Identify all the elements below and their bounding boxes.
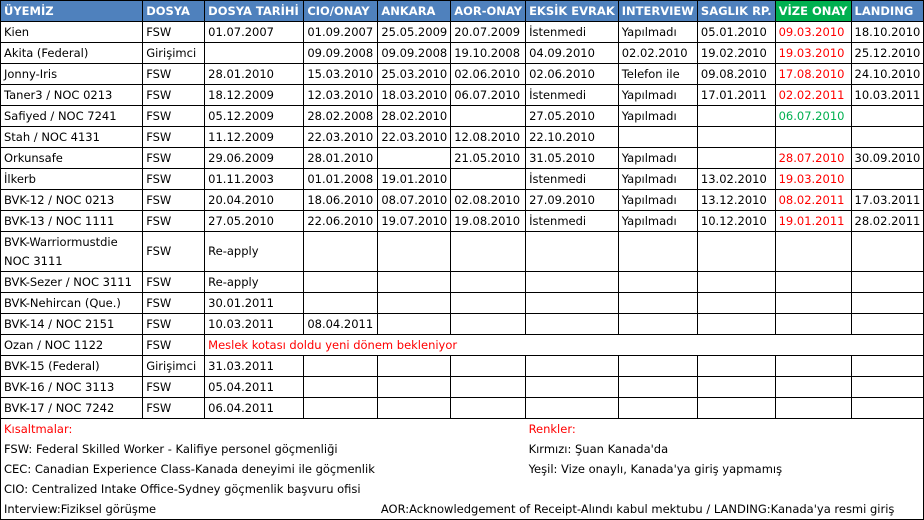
cell-visa-approval[interactable] [775, 398, 851, 419]
cell-interview[interactable]: Yapılmadı [618, 85, 697, 106]
cell-ankara[interactable]: 25.03.2010 [378, 64, 451, 85]
header-uyemiz[interactable]: ÜYEMİZ [1, 1, 143, 22]
legend-row [1, 459, 924, 479]
legend-row [1, 499, 924, 520]
cell-interview[interactable]: Yapılmadı [618, 211, 697, 232]
cell-landing[interactable]: 10.03.2011 [851, 85, 924, 106]
cell-health-report[interactable] [697, 148, 775, 169]
cell-member[interactable]: BVK-Warriormustdie NOC 3111 [1, 232, 143, 272]
cell-aor-approval[interactable]: 20.07.2009 [451, 22, 526, 43]
cell-health-report[interactable]: 05.01.2010 [697, 22, 775, 43]
cell-file-type[interactable]: FSW [143, 148, 205, 169]
cell-file-date[interactable]: 29.06.2009 [205, 148, 304, 169]
legend-cio[interactable]: CIO: Centralized Intake Office-Sydney göçmenlik başvuru ofisi [1, 479, 924, 499]
cell-health-report[interactable]: 19.02.2010 [697, 43, 775, 64]
table-row [1, 272, 924, 293]
cell-missing-docs[interactable]: İstenmedi [526, 211, 619, 232]
cell-member[interactable]: BVK-15 (Federal) [1, 356, 143, 377]
cell-file-type[interactable]: Girişimci [143, 356, 205, 377]
cell-health-report[interactable] [697, 398, 775, 419]
cell-health-report[interactable] [697, 127, 775, 148]
cell-health-report[interactable]: 09.08.2010 [697, 64, 775, 85]
cell-visa-approval[interactable]: 02.02.2011 [775, 85, 851, 106]
cell-ankara[interactable]: 28.02.2010 [378, 106, 451, 127]
table-row [1, 85, 924, 106]
cell-aor-approval[interactable]: 06.07.2010 [451, 85, 526, 106]
cell-missing-docs[interactable] [526, 314, 619, 335]
cell-aor-approval[interactable]: 19.10.2008 [451, 43, 526, 64]
cell-file-type[interactable]: FSW [143, 106, 205, 127]
cell-aor-approval[interactable] [451, 106, 526, 127]
cell-cio-approval[interactable]: 08.04.2011 [304, 314, 378, 335]
legend-colors-title[interactable]: Renkler: [526, 419, 924, 440]
cell-cio-approval[interactable]: 18.06.2010 [304, 190, 378, 211]
cell-landing[interactable]: 18.10.2010 [851, 22, 924, 43]
cell-ankara[interactable]: 09.09.2008 [378, 43, 451, 64]
legend-abbr-title[interactable]: Kısaltmalar: [1, 419, 378, 440]
cell-missing-docs[interactable]: 04.09.2010 [526, 43, 619, 64]
legend [1, 419, 924, 520]
header-cio-onay[interactable]: CIO/ONAY [304, 1, 378, 22]
cell-file-date[interactable]: Re-apply [205, 232, 304, 272]
cell-aor-approval[interactable]: 19.08.2010 [451, 211, 526, 232]
cell-visa-approval[interactable] [775, 377, 851, 398]
table-row [1, 190, 924, 211]
cell-missing-docs[interactable] [526, 293, 619, 314]
cell-cio-approval[interactable]: 22.03.2010 [304, 127, 378, 148]
cell-aor-approval[interactable]: 21.05.2010 [451, 148, 526, 169]
table-row [1, 293, 924, 314]
cell-member[interactable]: Taner3 / NOC 0213 [1, 85, 143, 106]
cell-missing-docs[interactable]: 22.10.2010 [526, 127, 619, 148]
cell-file-type[interactable]: FSW [143, 398, 205, 419]
cell-file-type[interactable]: FSW [143, 272, 205, 293]
cell-health-report[interactable] [697, 272, 775, 293]
cell-visa-approval[interactable] [775, 314, 851, 335]
cell-ankara[interactable] [378, 398, 451, 419]
cell-file-date[interactable]: 11.12.2009 [205, 127, 304, 148]
cell-file-date[interactable]: 31.03.2011 [205, 356, 304, 377]
cell-ankara[interactable] [378, 356, 451, 377]
cell-file-date[interactable] [205, 43, 304, 64]
legend-red-note[interactable]: Kırmızı: Şuan Kanada'da [526, 439, 924, 459]
cell-missing-docs[interactable]: İstenmedi [526, 169, 619, 190]
header-dosya-tarihi[interactable]: DOSYA TARİHİ [205, 1, 304, 22]
cell-landing[interactable] [851, 127, 924, 148]
cell-ankara[interactable]: 19.07.2010 [378, 211, 451, 232]
cell-member[interactable]: BVK-16 / NOC 3113 [1, 377, 143, 398]
cell-visa-approval[interactable]: 19.01.2011 [775, 211, 851, 232]
cell-visa-approval[interactable] [775, 272, 851, 293]
cell-landing[interactable] [851, 377, 924, 398]
cell-aor-approval[interactable] [451, 398, 526, 419]
table-row [1, 22, 924, 43]
cell-file-date[interactable]: 05.12.2009 [205, 106, 304, 127]
cell-missing-docs[interactable]: 31.05.2010 [526, 148, 619, 169]
cell-interview[interactable] [618, 398, 697, 419]
cell-interview[interactable] [618, 272, 697, 293]
cell-visa-approval[interactable]: 19.03.2010 [775, 169, 851, 190]
header-row [1, 1, 924, 22]
cell-visa-approval[interactable] [775, 232, 851, 272]
cell-aor-approval[interactable] [451, 314, 526, 335]
cell-cio-approval[interactable]: 09.09.2008 [304, 43, 378, 64]
header-eksik-evrak[interactable]: EKSİK EVRAK [526, 1, 619, 22]
cell-member[interactable]: Ozan / NOC 1122 [1, 335, 143, 356]
cell-cio-approval[interactable]: 28.02.2008 [304, 106, 378, 127]
cell-missing-docs[interactable]: İstenmedi [526, 22, 619, 43]
cell-interview[interactable]: Yapılmadı [618, 169, 697, 190]
table-row [1, 211, 924, 232]
legend-aor[interactable]: AOR:Acknowledgement of Receipt-Alındı kabul mektubu / LANDING:Kanada'ya resmi giriş [378, 499, 924, 520]
cell-cio-approval[interactable] [304, 272, 378, 293]
cell-file-type[interactable]: FSW [143, 22, 205, 43]
cell-landing[interactable]: 28.02.2011 [851, 211, 924, 232]
cell-aor-approval[interactable] [451, 377, 526, 398]
header-interview[interactable]: INTERVIEW [618, 1, 697, 22]
cell-file-date[interactable]: 20.04.2010 [205, 190, 304, 211]
cell-interview[interactable]: Yapılmadı [618, 190, 697, 211]
cell-missing-docs[interactable]: 27.09.2010 [526, 190, 619, 211]
cell-file-date[interactable]: 06.04.2011 [205, 398, 304, 419]
cell-cio-approval[interactable]: 15.03.2010 [304, 64, 378, 85]
cell-member[interactable]: BVK-17 / NOC 7242 [1, 398, 143, 419]
cell-landing[interactable] [851, 293, 924, 314]
legend-cec[interactable]: CEC: Canadian Experience Class-Kanada deneyimi ile göçmenlik [1, 459, 378, 479]
cell-file-type[interactable]: FSW [143, 314, 205, 335]
cell-landing[interactable] [851, 106, 924, 127]
header-ankara[interactable]: ANKARA [378, 1, 451, 22]
cell-health-report[interactable] [697, 232, 775, 272]
table-row [1, 64, 924, 85]
cell-interview[interactable]: Yapılmadı [618, 148, 697, 169]
cell-member[interactable]: BVK-13 / NOC 1111 [1, 211, 143, 232]
cell-visa-approval[interactable] [775, 356, 851, 377]
cell-file-date[interactable]: 05.04.2011 [205, 377, 304, 398]
cell-ankara[interactable] [378, 377, 451, 398]
cell-visa-approval[interactable]: 19.03.2010 [775, 43, 851, 64]
cell-health-report[interactable]: 17.01.2011 [697, 85, 775, 106]
cell-file-date[interactable]: 18.12.2009 [205, 85, 304, 106]
cell-cio-approval[interactable]: 28.01.2010 [304, 148, 378, 169]
cell-visa-approval[interactable]: 28.07.2010 [775, 148, 851, 169]
table-row [1, 377, 924, 398]
cell-landing[interactable]: 25.12.2010 [851, 43, 924, 64]
cell-ankara[interactable] [378, 272, 451, 293]
cell-ankara[interactable]: 18.03.2010 [378, 85, 451, 106]
cell-interview[interactable] [618, 314, 697, 335]
cell-aor-approval[interactable] [451, 169, 526, 190]
cell-health-report[interactable] [697, 377, 775, 398]
cell-ankara[interactable] [378, 148, 451, 169]
cell-file-type[interactable]: FSW [143, 127, 205, 148]
cell-cio-approval[interactable] [304, 377, 378, 398]
cell-aor-approval[interactable] [451, 293, 526, 314]
cell-aor-approval[interactable] [451, 272, 526, 293]
cell-member[interactable]: Kien [1, 22, 143, 43]
cell-cio-approval[interactable] [304, 398, 378, 419]
cell-cio-approval[interactable]: 12.03.2010 [304, 85, 378, 106]
cell-member[interactable]: Orkunsafe [1, 148, 143, 169]
cell-health-report[interactable]: 10.12.2010 [697, 211, 775, 232]
cell-aor-approval[interactable] [451, 232, 526, 272]
cell-landing[interactable] [851, 398, 924, 419]
legend-fsw[interactable]: FSW: Federal Skilled Worker - Kalifiye personel göçmenliği [1, 439, 378, 459]
cell-interview[interactable] [618, 127, 697, 148]
cell-interview[interactable] [618, 232, 697, 272]
cell-missing-docs[interactable] [526, 272, 619, 293]
cell-missing-docs[interactable] [526, 398, 619, 419]
cell-file-type[interactable]: FSW [143, 64, 205, 85]
cell-file-type[interactable]: FSW [143, 335, 205, 356]
cell-cio-approval[interactable] [304, 232, 378, 272]
cell-file-date[interactable]: 10.03.2011 [205, 314, 304, 335]
cell-file-type[interactable]: FSW [143, 293, 205, 314]
legend-row [1, 479, 924, 499]
table-row [1, 127, 924, 148]
cell-member[interactable]: BVK-14 / NOC 2151 [1, 314, 143, 335]
legend-interview[interactable]: Interview:Fiziksel görüşme [1, 499, 205, 520]
cell-interview[interactable]: Yapılmadı [618, 106, 697, 127]
cell-file-date[interactable]: 28.01.2010 [205, 64, 304, 85]
cell-visa-approval[interactable]: 06.07.2010 [775, 106, 851, 127]
cell-landing[interactable] [851, 272, 924, 293]
cell-landing[interactable]: 30.09.2010 [851, 148, 924, 169]
cell-health-report[interactable]: 13.02.2010 [697, 169, 775, 190]
cell-file-type[interactable]: FSW [143, 190, 205, 211]
cell-cio-approval[interactable] [304, 356, 378, 377]
cell-member[interactable]: İlkerb [1, 169, 143, 190]
cell-visa-approval[interactable]: 09.03.2010 [775, 22, 851, 43]
cell-missing-docs[interactable]: 27.05.2010 [526, 106, 619, 127]
cell-file-date[interactable]: Meslek kotası doldu yeni dönem bekleniyor [205, 335, 924, 356]
cell-landing[interactable] [851, 356, 924, 377]
cell-health-report[interactable] [697, 314, 775, 335]
table-row [1, 43, 924, 64]
cell-file-date[interactable]: 30.01.2011 [205, 293, 304, 314]
cell-interview[interactable] [618, 356, 697, 377]
cell-ankara[interactable]: 19.01.2010 [378, 169, 451, 190]
cell-missing-docs[interactable]: İstenmedi [526, 85, 619, 106]
cell-member[interactable]: BVK-12 / NOC 0213 [1, 190, 143, 211]
header-aor-onay[interactable]: AOR-ONAY [451, 1, 526, 22]
cell-file-date[interactable]: 27.05.2010 [205, 211, 304, 232]
header-dosya[interactable]: DOSYA [143, 1, 205, 22]
cell-file-type[interactable]: FSW [143, 211, 205, 232]
table-row [1, 356, 924, 377]
legend-row [1, 439, 924, 459]
table-row [1, 169, 924, 190]
cell-cio-approval[interactable] [304, 293, 378, 314]
data-rows [1, 22, 924, 419]
cell-ankara[interactable] [378, 293, 451, 314]
cell-file-type[interactable]: FSW [143, 232, 205, 272]
cell-interview[interactable]: Telefon ile [618, 64, 697, 85]
table-row [1, 232, 924, 272]
cell-health-report[interactable] [697, 293, 775, 314]
table-row [1, 398, 924, 419]
table-row [1, 106, 924, 127]
cell-member[interactable]: BVK-Sezer / NOC 3111 [1, 272, 143, 293]
cell-file-date[interactable]: 01.11.2003 [205, 169, 304, 190]
cell-file-type[interactable]: Girişimci [143, 43, 205, 64]
cell-interview[interactable] [618, 293, 697, 314]
cell-file-type[interactable]: FSW [143, 169, 205, 190]
cell-visa-approval[interactable]: 17.08.2010 [775, 64, 851, 85]
cell-cio-approval[interactable]: 01.09.2007 [304, 22, 378, 43]
cell-member[interactable]: Akita (Federal) [1, 43, 143, 64]
cell-landing[interactable] [851, 232, 924, 272]
cell-health-report[interactable] [697, 106, 775, 127]
cell-missing-docs[interactable] [526, 232, 619, 272]
cell-landing[interactable]: 17.03.2011 [851, 190, 924, 211]
cell-member[interactable]: Stah / NOC 4131 [1, 127, 143, 148]
header-saglik-rp[interactable]: SAGLIK RP. [697, 1, 775, 22]
cell-health-report[interactable]: 13.12.2010 [697, 190, 775, 211]
header-landing[interactable]: LANDING [851, 1, 924, 22]
cell-missing-docs[interactable]: 02.06.2010 [526, 64, 619, 85]
cell-interview[interactable]: 02.02.2010 [618, 43, 697, 64]
cell-landing[interactable]: 24.10.2010 [851, 64, 924, 85]
cell-visa-approval[interactable]: 08.02.2011 [775, 190, 851, 211]
table-row [1, 335, 924, 356]
cell-file-date[interactable]: Re-apply [205, 272, 304, 293]
table-row [1, 314, 924, 335]
cell-interview[interactable] [618, 377, 697, 398]
cell-member[interactable]: BVK-Nehircan (Que.) [1, 293, 143, 314]
legend-row [1, 419, 924, 440]
cell-aor-approval[interactable]: 12.08.2010 [451, 127, 526, 148]
cell-ankara[interactable] [378, 314, 451, 335]
cell-file-type[interactable]: FSW [143, 377, 205, 398]
cell-landing[interactable] [851, 314, 924, 335]
cell-ankara[interactable] [378, 232, 451, 272]
cell-missing-docs[interactable] [526, 377, 619, 398]
cell-ankara[interactable]: 08.07.2010 [378, 190, 451, 211]
cell-landing[interactable] [851, 169, 924, 190]
legend-green-note[interactable]: Yeşil: Vize onaylı, Kanada'ya giriş yapmamış [526, 459, 924, 479]
cell-file-date[interactable]: 01.07.2007 [205, 22, 304, 43]
cell-interview[interactable]: Yapılmadı [618, 22, 697, 43]
table-row [1, 148, 924, 169]
cell-ankara[interactable]: 22.03.2010 [378, 127, 451, 148]
cell-member[interactable]: Safiyed / NOC 7241 [1, 106, 143, 127]
cell-aor-approval[interactable]: 02.06.2010 [451, 64, 526, 85]
cell-health-report[interactable] [697, 356, 775, 377]
cell-cio-approval[interactable]: 01.01.2008 [304, 169, 378, 190]
cell-file-type[interactable]: FSW [143, 85, 205, 106]
cell-aor-approval[interactable]: 02.08.2010 [451, 190, 526, 211]
cell-ankara[interactable]: 25.05.2009 [378, 22, 451, 43]
cell-aor-approval[interactable] [451, 356, 526, 377]
cell-missing-docs[interactable] [526, 356, 619, 377]
header-vize-onay[interactable]: VİZE ONAY [775, 1, 851, 22]
cell-cio-approval[interactable]: 22.06.2010 [304, 211, 378, 232]
cell-visa-approval[interactable] [775, 127, 851, 148]
cell-visa-approval[interactable] [775, 293, 851, 314]
cell-member[interactable]: Jonny-Iris [1, 64, 143, 85]
